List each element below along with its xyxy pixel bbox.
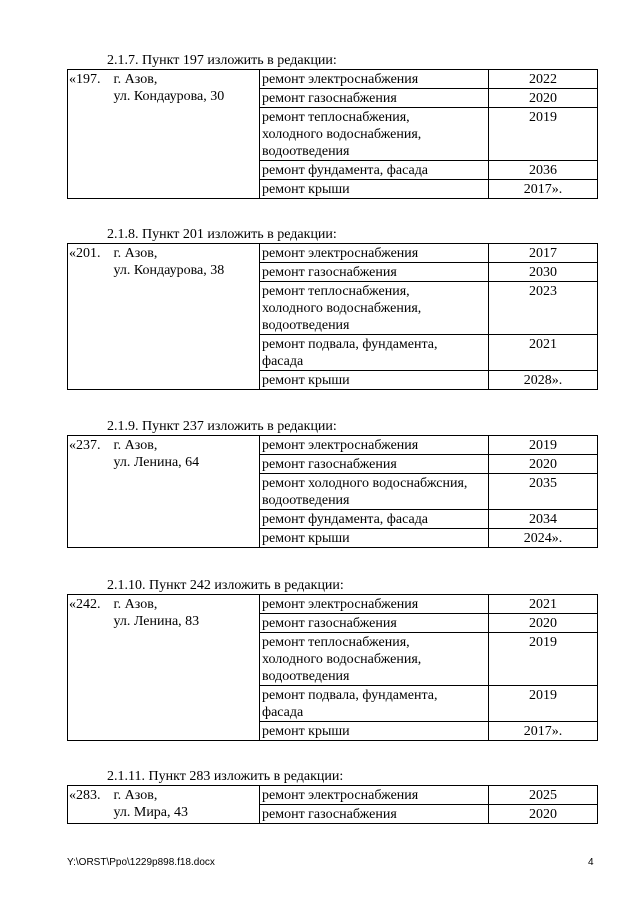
repair-year: 2036 [489,161,598,180]
repair-schedule-table [67,435,598,548]
address-cell [112,70,260,199]
repair-work-type: ремонт электроснабжения [260,70,489,89]
repair-year: 2021 [489,595,598,614]
section-heading: 2.1.8. Пункт 201 изложить в редакции: [107,227,337,242]
address-cell [112,595,260,741]
section-heading: 2.1.10. Пункт 242 изложить в редакции: [107,578,344,593]
footer-file-path: Y:\ORST\Ppo\1229p898.f18.docx [67,857,215,868]
amendment-section [67,53,597,199]
repair-work-type: ремонт холодного водоснабжсния, водоотведения [260,474,489,510]
amendment-section [67,419,597,548]
repair-year: 2019 [489,633,598,686]
item-number: «201. [68,244,112,390]
address-cell [112,786,260,824]
amendment-section [67,769,597,824]
table-row [68,436,598,455]
repair-year: 2035 [489,474,598,510]
repair-work-type: ремонт подвала, фундамента, фасада [260,335,489,371]
section-heading: 2.1.7. Пункт 197 изложить в редакции: [107,53,337,68]
repair-work-type: ремонт теплоснабжения, холодного водоснабжения, водоотведения [260,108,489,161]
repair-work-type: ремонт крыши [260,180,489,199]
repair-work-type: ремонт крыши [260,529,489,548]
amendment-section [67,227,597,390]
address-city: г. Азов, [113,246,158,261]
footer-page-number: 4 [588,857,594,868]
repair-year: 2020 [489,805,598,824]
section-heading: 2.1.9. Пункт 237 изложить в редакции: [107,419,337,434]
repair-work-type: ремонт электроснабжения [260,436,489,455]
repair-work-type: ремонт газоснабжения [260,89,489,108]
repair-work-type: ремонт фундамента, фасада [260,161,489,180]
address-city: г. Азов, [113,597,158,612]
repair-year: 2034 [489,510,598,529]
repair-work-type: ремонт крыши [260,722,489,741]
repair-year: 2020 [489,614,598,633]
repair-year: 2017». [489,180,598,199]
table-row [68,244,598,263]
repair-schedule-table [67,69,598,199]
repair-year: 2020 [489,455,598,474]
repair-year: 2022 [489,70,598,89]
repair-work-type: ремонт газоснабжения [260,614,489,633]
address-street: ул. Кондаурова, 30 [113,89,225,104]
repair-work-type: ремонт подвала, фундамента, фасада [260,686,489,722]
repair-work-type: ремонт теплоснабжения, холодного водоснабжения, водоотведения [260,282,489,335]
repair-year: 2030 [489,263,598,282]
repair-year: 2020 [489,89,598,108]
repair-work-type: ремонт газоснабжения [260,263,489,282]
repair-work-type: ремонт фундамента, фасада [260,510,489,529]
repair-year: 2019 [489,686,598,722]
item-number: «283. [68,786,112,824]
address-city: г. Азов, [113,72,158,87]
address-street: ул. Ленина, 83 [113,614,200,629]
repair-year: 2017 [489,244,598,263]
address-city: г. Азов, [113,438,158,453]
address-street: ул. Кондаурова, 38 [113,263,225,278]
repair-year: 2025 [489,786,598,805]
repair-work-type: ремонт крыши [260,371,489,390]
repair-work-type: ремонт электроснабжения [260,786,489,805]
repair-year: 2021 [489,335,598,371]
address-city: г. Азов, [113,788,158,803]
repair-schedule-table [67,785,598,824]
item-number: «197. [68,70,112,199]
address-cell [112,244,260,390]
repair-schedule-table [67,594,598,741]
section-heading: 2.1.11. Пункт 283 изложить в редакции: [107,769,344,784]
item-number: «237. [68,436,112,548]
address-cell [112,436,260,548]
repair-work-type: ремонт газоснабжения [260,455,489,474]
repair-work-type: ремонт газоснабжения [260,805,489,824]
table-row [68,70,598,89]
repair-year: 2024». [489,529,598,548]
repair-year: 2028». [489,371,598,390]
repair-work-type: ремонт теплоснабжения, холодного водоснабжения, водоотведения [260,633,489,686]
table-row [68,786,598,805]
repair-year: 2019 [489,436,598,455]
item-number: «242. [68,595,112,741]
address-street: ул. Мира, 43 [113,805,189,820]
repair-schedule-table [67,243,598,390]
table-row [68,595,598,614]
amendment-section [67,578,597,741]
repair-year: 2019 [489,108,598,161]
repair-work-type: ремонт электроснабжения [260,244,489,263]
repair-year: 2017». [489,722,598,741]
repair-work-type: ремонт электроснабжения [260,595,489,614]
address-street: ул. Ленина, 64 [113,455,200,470]
repair-year: 2023 [489,282,598,335]
